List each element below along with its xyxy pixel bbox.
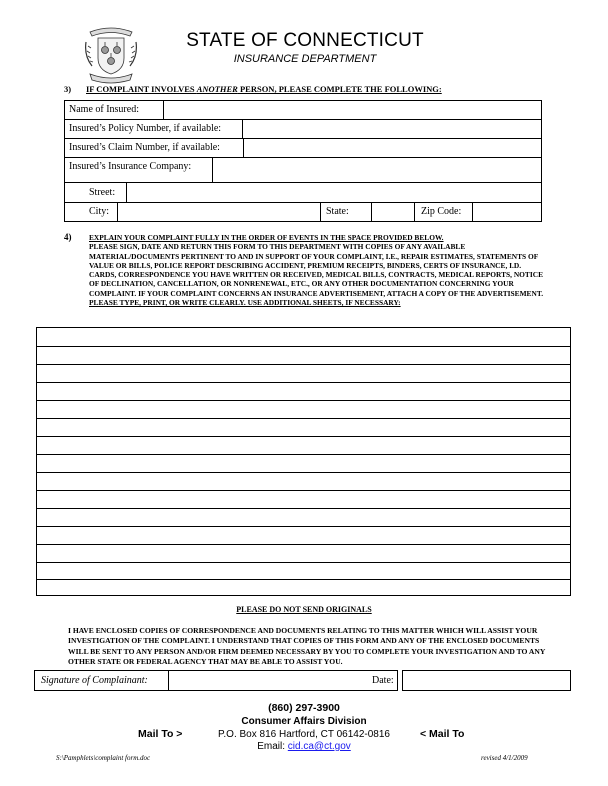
name-of-insured-field[interactable] xyxy=(164,101,541,119)
ruled-line xyxy=(37,382,570,383)
phone-number: (860) 297-3900 xyxy=(268,702,340,714)
signature-row xyxy=(34,670,571,691)
ruled-line xyxy=(37,400,570,401)
policy-number-label: Insured’s Policy Number, if available: xyxy=(69,123,222,134)
do-not-send-originals-notice: PLEASE DO NOT SEND ORIGINALS xyxy=(236,605,372,614)
ruled-line xyxy=(37,436,570,437)
signature-field[interactable] xyxy=(168,670,398,691)
state-label: State: xyxy=(326,206,349,217)
file-path: S:\Pamphlets\complaint form.doc xyxy=(56,754,151,762)
date-field[interactable] xyxy=(402,670,571,691)
street-field[interactable] xyxy=(127,183,541,202)
city-label: City: xyxy=(89,206,110,217)
mail-to-left-label: Mail To > xyxy=(138,728,183,740)
email-line xyxy=(0,741,608,752)
policy-number-field[interactable] xyxy=(243,120,541,138)
insured-info-table xyxy=(64,100,542,222)
section-3-number: 3) xyxy=(64,84,72,94)
division-name: Consumer Affairs Division xyxy=(241,716,367,727)
email-label: Email: xyxy=(257,741,288,752)
section-4-body xyxy=(89,233,544,307)
street-label: Street: xyxy=(89,187,116,198)
section-3-heading-post: PERSON, PLEASE COMPLETE THE FOLLOWING: xyxy=(237,84,442,94)
name-of-insured-label: Name of Insured: xyxy=(69,104,139,115)
ruled-line xyxy=(37,454,570,455)
signature-label: Signature of Complainant: xyxy=(41,675,148,686)
zip-code-field[interactable] xyxy=(473,203,541,221)
ruled-line xyxy=(37,544,570,545)
zip-code-label: Zip Code: xyxy=(421,206,462,217)
page-subtitle: INSURANCE DEPARTMENT xyxy=(233,53,377,65)
insurance-company-label: Insured’s Insurance Company: xyxy=(69,161,192,172)
mail-to-right-label: < Mail To xyxy=(420,728,465,740)
section-4-first-line: EXPLAIN YOUR COMPLAINT FULLY IN THE ORDER OF EVENTS IN THE SPACE PROVIDED BELOW. xyxy=(89,233,444,242)
city-field[interactable] xyxy=(118,203,318,221)
section-4-text: PLEASE SIGN, DATE AND RETURN THIS FORM TO THIS DEPARTMENT WITH COPIES OF ANY AVAILABLE MATERIAL/DOCUMENTS PERTINENT TO AND IN SUPPORT OF YOUR COMPLAINT, I.E., REPAIR ESTIMATES, STATEMENTS OF VALUE OR BILLS, POLICE REPORT DESCRIBING ACCIDENT, PREMIUM RECEIPTS, BINDERS, CERTS OF INSURANCE, I.D. CARDS, CORRESPONDENCE YOU HAVE WRITTEN OR RECEIVED, MEDICAL BILLS, CONTRACTS, MEDICAL REPORTS, NOTICE OF DECLINATION, CANCELLATION, OR NONRENEWAL, ETC., OR ANY OTHER DOCUMENTATION CONCERNING YOUR COMPLAINT. IF YOUR COMPLAINT CONCERNS AN INSURANCE ADVERTISEMENT, ATTACH A COPY OF THE ADVERTISEMENT. xyxy=(89,242,544,298)
section-3-heading-pre: IF COMPLAINT INVOLVES xyxy=(86,84,197,94)
complaint-text-area[interactable] xyxy=(36,327,571,596)
ruled-line xyxy=(37,562,570,563)
claim-number-field[interactable] xyxy=(244,139,541,157)
ruled-line xyxy=(37,579,570,580)
mailing-address: P.O. Box 816 Hartford, CT 06142-0816 xyxy=(218,729,390,740)
section-4-instructions xyxy=(64,233,544,307)
section-4-number: 4) xyxy=(64,232,72,242)
ruled-line xyxy=(37,418,570,419)
ruled-line xyxy=(37,508,570,509)
insurance-company-field[interactable] xyxy=(213,158,541,182)
email-link[interactable]: cid.ca@ct.gov xyxy=(287,741,351,752)
divider xyxy=(320,202,321,222)
divider xyxy=(414,202,415,222)
section-3-heading-text xyxy=(86,84,442,94)
state-seal-icon xyxy=(80,22,142,86)
ruled-line xyxy=(37,472,570,473)
ruled-line xyxy=(37,364,570,365)
revision-date: revised 4/1/2009 xyxy=(481,754,528,762)
state-field[interactable] xyxy=(372,203,412,221)
section-3-heading-emphasis: ANOTHER xyxy=(196,84,238,94)
date-label: Date: xyxy=(372,675,394,686)
ruled-line xyxy=(37,490,570,491)
page-title: STATE OF CONNECTICUT xyxy=(186,30,424,51)
enclosed-documents-statement: I HAVE ENCLOSED COPIES OF CORRESPONDENCE AND DOCUMENTS RELATING TO THIS MATTER WHICH WILL ASSIST YOUR INVESTIGATION OF THE COMPLAINT. I UNDERSTAND THAT COPIES OF THIS FORM AND ANY OF THE ENCLOSED DOCUMENTS WILL BE SENT TO ANY PERSON AND/OR FIRM DEEMED NECESSARY BY YOU TO COMPLETE YOUR INVESTIGATION AND TO ANY OTHER STATE OR FEDERAL AGENCY THAT MAY BE ABLE TO ASSIST YOU. xyxy=(68,626,546,666)
claim-number-label: Insured’s Claim Number, if available: xyxy=(69,142,220,153)
section-3-heading xyxy=(64,84,544,94)
ruled-line xyxy=(37,526,570,527)
ruled-line xyxy=(37,346,570,347)
section-4-underlined-text: PLEASE TYPE, PRINT, OR WRITE CLEARLY. USE ADDITIONAL SHEETS, IF NECESSARY: xyxy=(89,298,401,308)
